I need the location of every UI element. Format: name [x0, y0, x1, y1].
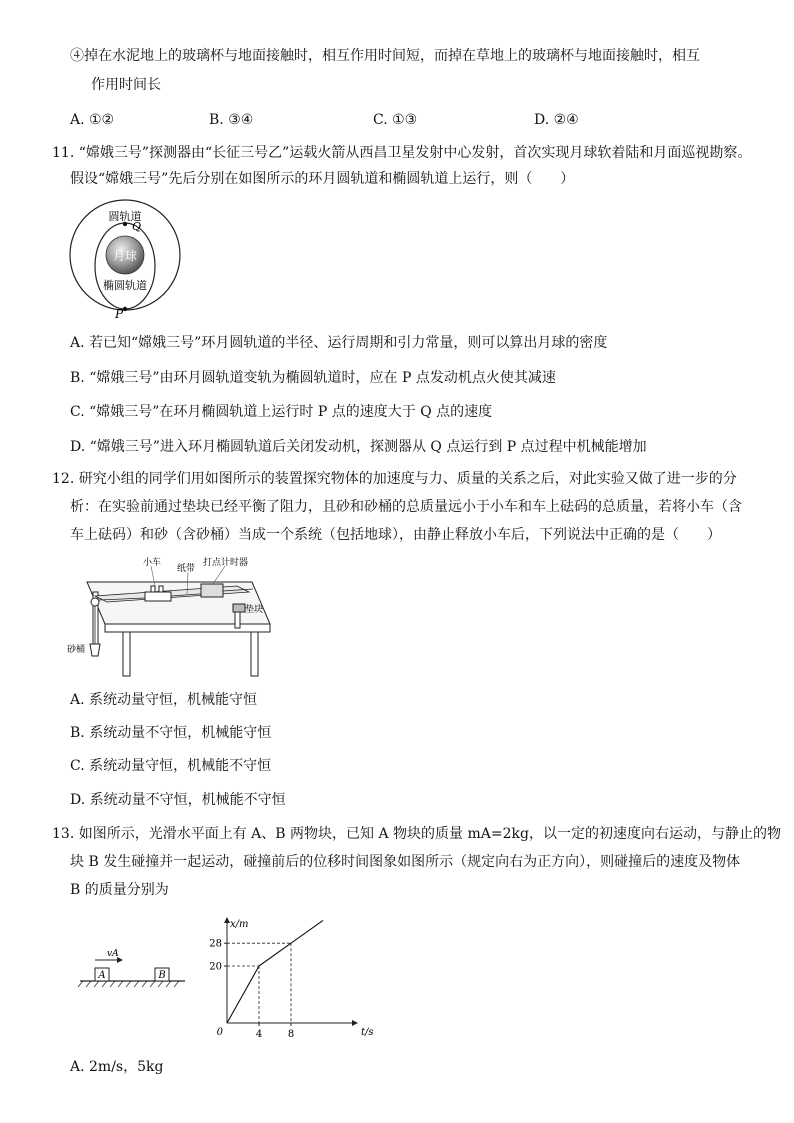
pulley	[91, 598, 99, 606]
q10-option-d: D. ②④	[534, 112, 579, 128]
spark-timer	[201, 584, 223, 597]
q13-xt-graph	[205, 915, 374, 1040]
q11-option-b: B. “嫦娥三号”由环月圆轨道变轨为椭圆轨道时，应在 P 点发动机点火使其减速	[70, 370, 556, 386]
xt-segment-0	[227, 966, 259, 1023]
q10-item4-line2: 作用时间长	[91, 77, 161, 93]
x-axis-arrow	[352, 1020, 358, 1026]
q11-orbit-figure	[65, 200, 190, 320]
table-leg-back-right	[235, 612, 240, 628]
q12-apparatus-figure	[65, 552, 280, 680]
q12-option-a: A. 系统动量守恒，机械能守恒	[70, 692, 258, 708]
q11-stem-line1: 11. “嫦娥三号”探测器由“长征三号乙”运载火箭从西昌卫星发射中心发射，首次实现月球软着陆和月面巡视勘察。	[52, 145, 752, 161]
q10-option-c: C. ①③	[373, 112, 418, 128]
q13-stem-line1: 13. 如图所示，光滑水平面上有 A、B 两物块，已知 A 物块的质量 mA=2kg，以一定的初速度向右运动，与静止的物	[52, 826, 781, 842]
block-a-label: A	[98, 970, 106, 981]
table-front-edge	[105, 624, 270, 632]
q13-stem-line2: 块 B 发生碰撞并一起运动，碰撞前后的位移时间图象如图所示（规定向右为正方向），则碰撞后的速度及物体	[70, 854, 741, 870]
origin-label: 0	[216, 1027, 223, 1038]
block-b-label: B	[158, 970, 166, 981]
q11-stem-line2: 假设“嫦娥三号”先后分别在如图所示的环月圆轨道和椭圆轨道上运行，则（ ）	[70, 171, 575, 187]
table-top	[87, 582, 270, 624]
xt-segment-1	[259, 943, 291, 966]
q11-option-a: A. 若已知“嫦娥三号”环月圆轨道的半径、运行周期和引力常量，则可以算出月球的密度	[70, 335, 608, 351]
wedge-block	[233, 604, 245, 612]
point-p-label: P	[115, 307, 124, 321]
circle-orbit-label: 圆轨道	[108, 210, 142, 223]
xt-segment-2	[291, 920, 323, 943]
moon-label: 月球	[112, 249, 138, 263]
tape-label: 纸带	[177, 564, 196, 574]
y-tick-label-1: 28	[209, 938, 222, 950]
cart-body	[145, 592, 171, 601]
q10-item4-line1: ④掉在水泥地上的玻璃杯与地面接触时，相互作用时间短，而掉在草地上的玻璃杯与地面接触时，相互	[70, 48, 700, 64]
table-leg-front-left	[123, 632, 130, 676]
q13-stem-line3: B 的质量分别为	[70, 882, 169, 898]
ellipse-orbit-label: 椭圆轨道	[103, 279, 147, 292]
timer-label: 打点计时器	[203, 558, 249, 568]
q13-blocks-figure	[75, 945, 190, 995]
q12-option-d: D. 系统动量不守恒，机械能不守恒	[70, 792, 286, 808]
q10-option-b: B. ③④	[209, 112, 254, 128]
table-leg-front-right	[251, 632, 258, 676]
block-label: 垫块	[245, 605, 264, 615]
x-tick-label-0: 4	[255, 1029, 263, 1040]
q12-stem-line1: 12. 研究小组的同学们用如图所示的装置探究物体的加速度与力、质量的关系之后，对此实验又做了进一步的分	[52, 471, 737, 487]
q12-option-b: B. 系统动量不守恒，机械能守恒	[70, 725, 272, 741]
bucket-label: 砂桶	[67, 645, 86, 655]
point-p-dot	[123, 307, 127, 311]
cart-label: 小车	[143, 558, 162, 568]
y-tick-label-0: 20	[209, 961, 222, 973]
q11-option-c: C. “嫦娥三号”在环月椭圆轨道上运行时 P 点的速度大于 Q 点的速度	[70, 404, 493, 420]
y-axis-label: x/m	[230, 919, 249, 930]
timer-pointer	[213, 566, 225, 584]
x-tick-label-1: 8	[287, 1029, 295, 1040]
x-axis-label: t/s	[361, 1027, 374, 1038]
q10-option-a: A. ①②	[70, 112, 115, 128]
point-q-label: Q	[132, 220, 142, 233]
cart-weight-1	[151, 586, 155, 592]
q13-option-a: A. 2m/s，5kg	[70, 1059, 164, 1075]
cart-weight-2	[159, 586, 163, 592]
q12-stem-line2: 析：在实验前通过垫块已经平衡了阻力，且砂和砂桶的总质量远小于小车和车上砝码的总质量，若将小车（含	[70, 499, 742, 515]
velocity-label: vA	[107, 949, 119, 959]
q12-stem-line3: 车上砝码）和砂（含砂桶）当成一个系统（包括地球），由静止释放小车后，下列说法中正确的是（ ）	[70, 527, 721, 543]
q11-option-d: D. “嫦娥三号”进入环月椭圆轨道后关闭发动机，探测器从 Q 点运行到 P 点过程中机械能增加	[70, 439, 647, 455]
q12-option-c: C. 系统动量守恒，机械能不守恒	[70, 758, 272, 774]
ground-hatch	[78, 981, 179, 987]
sand-bucket	[90, 644, 100, 656]
